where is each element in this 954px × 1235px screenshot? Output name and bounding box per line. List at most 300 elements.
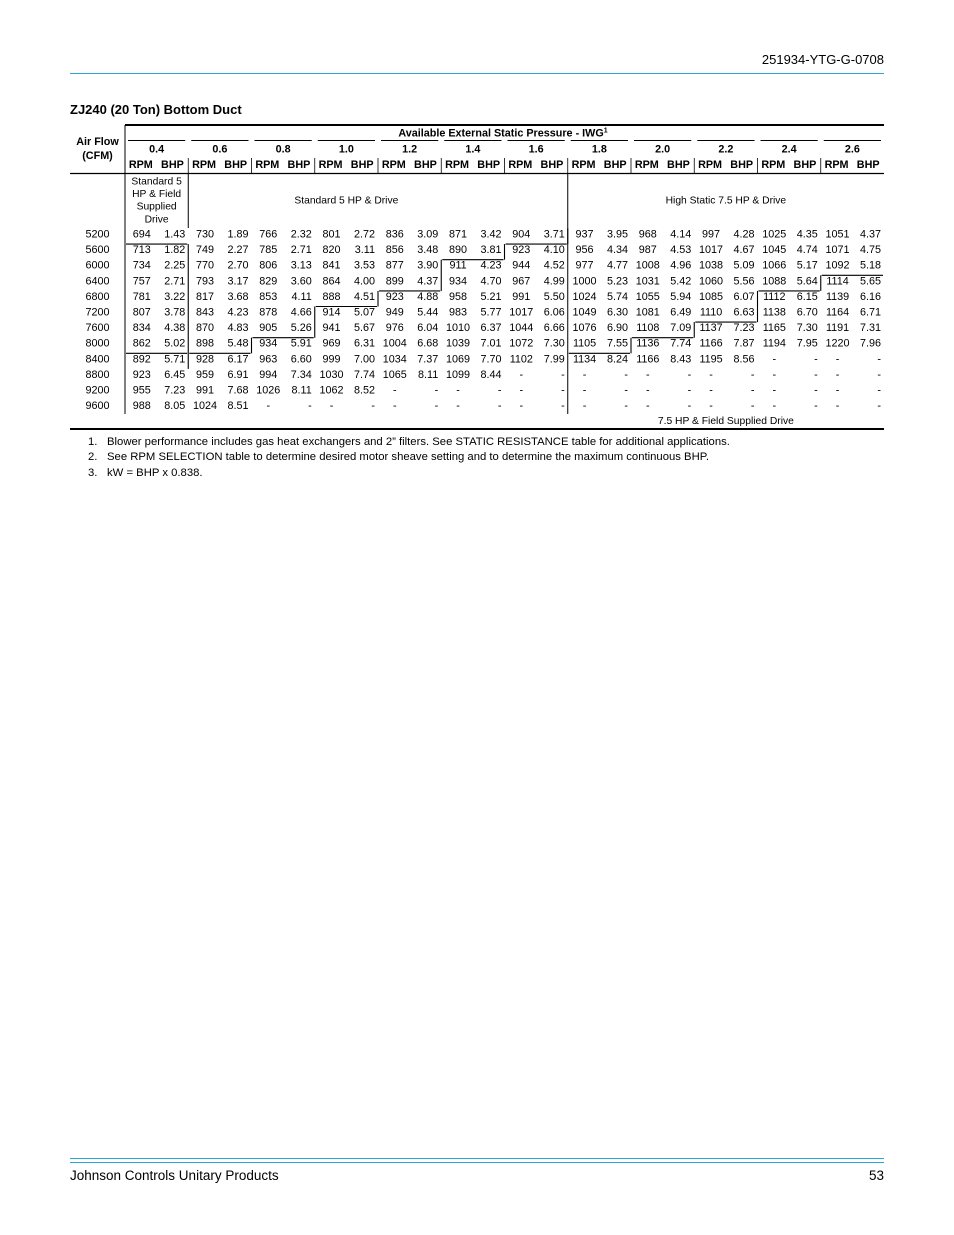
- bhp-value: 4.74: [796, 244, 818, 257]
- rpm-value: 904: [512, 228, 531, 241]
- rpm-value: 969: [322, 337, 341, 350]
- bhp-value: 5.50: [543, 290, 565, 303]
- airflow-value: 9200: [85, 384, 110, 397]
- bhp-value: 7.34: [290, 368, 312, 381]
- rpm-header: RPM: [318, 159, 343, 171]
- rpm-value: 878: [259, 306, 278, 319]
- bhp-value: 4.67: [733, 244, 755, 257]
- airflow-value: 5600: [85, 244, 110, 257]
- bhp-value: 3.90: [417, 259, 439, 272]
- bhp-value: 7.99: [543, 353, 565, 366]
- rpm-value: 713: [132, 244, 151, 257]
- rpm-value: -: [519, 368, 524, 381]
- rpm-value: 898: [196, 337, 215, 350]
- rpm-value: 1045: [762, 244, 787, 257]
- bhp-value: 6.49: [670, 306, 692, 319]
- bhp-value: -: [497, 400, 502, 413]
- rpm-value: 987: [638, 244, 657, 257]
- rpm-value: 937: [575, 228, 594, 241]
- rpm-value: 1038: [699, 259, 724, 272]
- rpm-value: 1071: [825, 244, 850, 257]
- bhp-value: 4.99: [543, 275, 565, 288]
- bhp-value: 3.60: [290, 275, 312, 288]
- bhp-value: 4.75: [859, 244, 881, 257]
- bhp-value: 6.71: [859, 306, 881, 319]
- rpm-value: -: [393, 400, 397, 413]
- footer-company: Johnson Controls Unitary Products: [70, 1168, 279, 1183]
- rpm-header: RPM: [508, 159, 533, 171]
- note-1: 1. Blower performance includes gas heat exchangers and 2” filters. See STATIC RESISTANCE table for additional applications.: [88, 436, 730, 448]
- bhp-value: 2.70: [227, 259, 249, 272]
- bhp-value: -: [497, 384, 502, 397]
- rpm-value: 967: [512, 275, 531, 288]
- rpm-value: 829: [259, 275, 278, 288]
- rpm-value: 958: [449, 290, 468, 303]
- bhp-value: 6.68: [417, 337, 439, 350]
- rpm-header: RPM: [192, 159, 217, 171]
- bhp-value: 2.25: [164, 259, 186, 272]
- bhp-value: 6.17: [227, 353, 249, 366]
- rpm-value: 807: [132, 306, 151, 319]
- bhp-value: 7.74: [353, 368, 375, 381]
- rpm-value: 856: [385, 244, 404, 257]
- bhp-value: 5.18: [859, 259, 881, 272]
- bhp-value: 5.74: [606, 290, 628, 303]
- rpm-value: 1099: [446, 368, 471, 381]
- bhp-value: 4.14: [670, 228, 692, 241]
- rpm-value: 1010: [446, 322, 471, 335]
- rpm-value: 1055: [635, 290, 660, 303]
- bhp-value: 6.37: [480, 322, 502, 335]
- bhp-value: 5.91: [290, 337, 312, 350]
- rpm-value: 1105: [572, 337, 597, 350]
- bhp-value: -: [434, 400, 439, 413]
- bhp-value: 3.22: [164, 290, 186, 303]
- rpm-value: -: [646, 400, 650, 413]
- rpm-value: -: [329, 400, 334, 413]
- footer-rule-secondary: [70, 1162, 884, 1163]
- bhp-value: -: [561, 384, 565, 397]
- bhp-value: 6.04: [417, 322, 439, 335]
- bhp-value: 4.83: [227, 322, 249, 335]
- rpm-value: -: [582, 384, 587, 397]
- bhp-value: 4.88: [417, 290, 439, 303]
- bhp-value: 2.71: [164, 275, 186, 288]
- bhp-value: 5.21: [480, 290, 502, 303]
- bhp-value: 6.70: [796, 306, 818, 319]
- bhp-value: 2.71: [290, 244, 312, 257]
- rpm-value: 934: [259, 337, 278, 350]
- drive-label-high-static: High Static 7.5 HP & Drive: [665, 195, 787, 207]
- bhp-value: 7.70: [480, 353, 502, 366]
- bhp-value: 7.55: [606, 337, 628, 350]
- rpm-value: 1102: [509, 353, 533, 366]
- airflow-header: Air Flow: [76, 136, 119, 148]
- rpm-value: 757: [132, 275, 151, 288]
- rpm-value: -: [772, 384, 777, 397]
- rpm-header: RPM: [445, 159, 470, 171]
- bhp-value: 6.91: [227, 368, 249, 381]
- rpm-value: 1008: [635, 259, 660, 272]
- bhp-header: BHP: [414, 159, 437, 171]
- pressure-col-1.4: 1.4: [465, 143, 481, 156]
- airflow-value: 8000: [85, 337, 110, 350]
- rpm-value: -: [456, 400, 460, 413]
- rpm-value: 877: [385, 259, 404, 272]
- bhp-value: 4.37: [417, 275, 439, 288]
- rpm-value: 1137: [699, 322, 723, 335]
- bhp-value: -: [687, 368, 692, 381]
- rpm-value: 941: [322, 322, 341, 335]
- bhp-header: BHP: [603, 159, 627, 171]
- rpm-value: -: [835, 368, 840, 381]
- rpm-value: 892: [132, 353, 151, 366]
- bhp-value: 4.34: [606, 244, 628, 257]
- rpm-value: -: [835, 353, 840, 366]
- rpm-value: 1195: [699, 353, 723, 366]
- rpm-value: 870: [196, 322, 215, 335]
- bhp-header: BHP: [793, 159, 817, 171]
- bhp-value: 7.31: [859, 322, 881, 335]
- rpm-value: 923: [385, 290, 404, 303]
- rpm-value: 1026: [256, 384, 281, 397]
- rpm-value: 890: [449, 244, 468, 257]
- bhp-value: 4.11: [291, 290, 312, 303]
- bhp-value: 4.53: [670, 244, 692, 257]
- bhp-value: 4.66: [290, 306, 312, 319]
- pressure-col-0.4: 0.4: [149, 143, 165, 156]
- rpm-header: RPM: [255, 159, 280, 171]
- rpm-value: 1191: [825, 322, 850, 335]
- bhp-value: -: [814, 400, 818, 413]
- bhp-value: 5.65: [859, 275, 881, 288]
- blower-performance-table: [70, 124, 884, 430]
- drive-label-standard-field: Supplied: [136, 201, 177, 213]
- bhp-value: 6.30: [606, 306, 628, 319]
- bhp-value: 4.77: [606, 259, 628, 272]
- bhp-value: 4.37: [859, 228, 881, 241]
- airflow-value: 7600: [85, 322, 110, 335]
- footer-rule: [70, 1158, 884, 1159]
- airflow-value: 6800: [85, 290, 110, 303]
- rpm-value: 976: [385, 322, 404, 335]
- rpm-value: 1110: [699, 306, 723, 319]
- bhp-header: BHP: [540, 159, 564, 171]
- rpm-value: 923: [132, 368, 151, 381]
- rpm-value: 963: [259, 353, 278, 366]
- bhp-value: 3.53: [353, 259, 375, 272]
- rpm-value: -: [393, 384, 397, 397]
- airflow-value: 7200: [85, 306, 110, 319]
- document-id: 251934-YTG-G-0708: [761, 52, 884, 67]
- bhp-value: 7.30: [796, 322, 818, 335]
- rpm-header: RPM: [381, 159, 406, 171]
- rpm-value: -: [709, 400, 713, 413]
- rpm-value: 817: [196, 290, 215, 303]
- bhp-value: 5.94: [670, 290, 692, 303]
- bhp-value: 8.43: [670, 353, 692, 366]
- bhp-value: -: [308, 400, 312, 413]
- rpm-value: 1092: [825, 259, 850, 272]
- rpm-value: 1220: [825, 337, 850, 350]
- rpm-value: 1165: [762, 322, 786, 335]
- bhp-value: 5.71: [164, 353, 186, 366]
- rpm-value: 1072: [509, 337, 534, 350]
- rpm-value: 914: [322, 306, 341, 319]
- bhp-value: 6.90: [606, 322, 628, 335]
- rpm-value: -: [646, 368, 650, 381]
- drive-label-field-75: 7.5 HP & Field Supplied Drive: [657, 416, 794, 427]
- rpm-value: 1164: [825, 306, 850, 319]
- drive-label-standard-field: HP & Field: [132, 189, 182, 201]
- pressure-col-1.8: 1.8: [591, 143, 607, 156]
- bhp-value: 8.52: [353, 384, 375, 397]
- bhp-value: 1.43: [164, 228, 186, 241]
- bhp-value: 5.23: [606, 275, 628, 288]
- bhp-value: 5.56: [733, 275, 755, 288]
- rpm-value: -: [835, 384, 840, 397]
- bhp-value: 5.17: [796, 259, 818, 272]
- bhp-value: 3.81: [480, 244, 502, 257]
- bhp-value: 3.11: [354, 244, 375, 257]
- rpm-value: 1112: [763, 290, 786, 303]
- bhp-header: BHP: [667, 159, 690, 171]
- bhp-value: 6.45: [164, 368, 186, 381]
- bhp-value: -: [814, 384, 818, 397]
- bhp-value: 4.52: [543, 259, 565, 272]
- bhp-value: -: [877, 368, 881, 381]
- pressure-header-footnote: 1: [603, 127, 608, 135]
- rpm-value: 1081: [635, 306, 660, 319]
- rpm-value: 955: [132, 384, 151, 397]
- rpm-value: 1017: [699, 244, 724, 257]
- rpm-value: 766: [259, 228, 278, 241]
- rpm-header: RPM: [698, 159, 723, 171]
- rpm-value: 770: [196, 259, 215, 272]
- bhp-value: 7.23: [733, 322, 755, 335]
- bhp-value: 8.24: [606, 353, 628, 366]
- rpm-value: 991: [512, 290, 531, 303]
- rpm-value: 749: [196, 244, 215, 257]
- bhp-value: -: [877, 384, 881, 397]
- rpm-value: 1108: [636, 322, 660, 335]
- bhp-value: 3.17: [227, 275, 249, 288]
- rpm-value: 694: [132, 228, 151, 241]
- rpm-value: 785: [259, 244, 278, 257]
- bhp-value: 2.27: [227, 244, 249, 257]
- drive-label-standard: Standard 5 HP & Drive: [294, 195, 399, 207]
- rpm-value: 1060: [699, 275, 724, 288]
- bhp-value: 6.06: [543, 306, 565, 319]
- bhp-header: BHP: [161, 159, 184, 171]
- bhp-value: 5.44: [417, 306, 439, 319]
- rpm-value: 997: [702, 228, 721, 241]
- bhp-value: 8.44: [480, 368, 502, 381]
- bhp-value: 7.96: [859, 337, 881, 350]
- airflow-value: 6400: [85, 275, 110, 288]
- bhp-header: BHP: [350, 159, 374, 171]
- bhp-value: -: [561, 368, 565, 381]
- rpm-value: 864: [322, 275, 341, 288]
- rpm-value: 1024: [193, 400, 218, 413]
- bhp-value: 4.35: [796, 228, 818, 241]
- header-rule: [70, 73, 884, 74]
- bhp-header: BHP: [730, 159, 754, 171]
- bhp-value: 2.32: [290, 228, 312, 241]
- page-number: 53: [868, 1168, 884, 1183]
- bhp-value: 5.02: [164, 337, 186, 350]
- bhp-value: -: [434, 384, 439, 397]
- rpm-value: 888: [322, 290, 341, 303]
- bhp-value: -: [750, 384, 755, 397]
- bhp-value: 4.70: [480, 275, 502, 288]
- rpm-value: 999: [322, 353, 341, 366]
- rpm-value: 983: [449, 306, 468, 319]
- rpm-value: -: [456, 384, 460, 397]
- rpm-value: 793: [196, 275, 215, 288]
- pressure-header: Available External Static Pressure - IWG$^1$: [398, 127, 608, 140]
- rpm-value: 871: [449, 228, 468, 241]
- pressure-col-2.2: 2.2: [718, 143, 734, 156]
- rpm-value: 1069: [446, 353, 471, 366]
- rpm-value: 1000: [572, 275, 597, 288]
- rpm-value: 1044: [509, 322, 534, 335]
- bhp-value: 8.51: [227, 400, 249, 413]
- airflow-value: 8400: [85, 353, 110, 366]
- bhp-value: 3.13: [290, 259, 312, 272]
- pressure-col-2.6: 2.6: [844, 143, 860, 156]
- note-2: 2. See RPM SELECTION table to determine desired motor sheave setting and to determine the maximum continuous BHP.: [88, 451, 709, 464]
- rpm-value: 994: [259, 368, 278, 381]
- bhp-value: 5.77: [480, 306, 502, 319]
- rpm-value: 1136: [636, 337, 660, 350]
- rpm-value: 928: [196, 353, 215, 366]
- bhp-value: 4.10: [543, 244, 565, 257]
- rpm-value: 1065: [382, 368, 407, 381]
- bhp-value: 7.68: [227, 384, 249, 397]
- bhp-value: 7.74: [670, 337, 692, 350]
- rpm-value: 1139: [825, 290, 850, 303]
- rpm-value: -: [582, 368, 587, 381]
- bhp-value: 7.37: [417, 353, 439, 366]
- rpm-value: 1134: [572, 353, 597, 366]
- rpm-value: 1030: [319, 368, 344, 381]
- rpm-value: 911: [449, 259, 467, 272]
- bhp-value: 6.16: [859, 290, 881, 303]
- bhp-value: 7.01: [480, 337, 502, 350]
- rpm-value: 949: [385, 306, 404, 319]
- bhp-value: -: [877, 353, 881, 366]
- pressure-col-0.8: 0.8: [275, 143, 291, 156]
- rpm-value: 1034: [382, 353, 407, 366]
- rpm-value: 977: [575, 259, 594, 272]
- bhp-value: 4.00: [353, 275, 375, 288]
- rpm-value: -: [646, 384, 650, 397]
- bhp-value: -: [814, 353, 818, 366]
- rpm-value: 944: [512, 259, 531, 272]
- rpm-value: 1166: [699, 337, 723, 350]
- bhp-value: 6.07: [733, 290, 755, 303]
- bhp-value: 7.95: [796, 337, 818, 350]
- table-notes: [88, 435, 730, 481]
- rpm-value: -: [519, 400, 524, 413]
- rpm-header: RPM: [761, 159, 786, 171]
- rpm-value: 968: [638, 228, 657, 241]
- bhp-header: BHP: [477, 159, 501, 171]
- bhp-value: 5.64: [796, 275, 818, 288]
- bhp-value: 4.23: [480, 259, 502, 272]
- rpm-value: 836: [385, 228, 404, 241]
- rpm-value: 801: [322, 228, 341, 241]
- bhp-value: 8.11: [418, 368, 439, 381]
- pressure-col-2.0: 2.0: [655, 143, 671, 156]
- bhp-value: 8.05: [164, 400, 186, 413]
- bhp-value: 3.09: [417, 228, 439, 241]
- bhp-value: 3.71: [543, 228, 565, 241]
- rpm-value: 1024: [572, 290, 597, 303]
- bhp-value: 3.68: [227, 290, 249, 303]
- airflow-value: 8800: [85, 368, 110, 381]
- pressure-col-1.6: 1.6: [528, 143, 544, 156]
- rpm-value: 834: [132, 322, 151, 335]
- bhp-value: 5.07: [353, 306, 375, 319]
- rpm-header: RPM: [571, 159, 596, 171]
- rpm-value: -: [772, 400, 777, 413]
- rpm-value: 1194: [762, 337, 786, 350]
- bhp-header: BHP: [224, 159, 248, 171]
- bhp-value: -: [624, 368, 628, 381]
- table-title: ZJ240 (20 Ton) Bottom Duct: [70, 102, 242, 117]
- rpm-header: RPM: [634, 159, 659, 171]
- bhp-value: -: [687, 400, 692, 413]
- rpm-value: 843: [196, 306, 215, 319]
- rpm-value: -: [266, 400, 271, 413]
- bhp-header: BHP: [856, 159, 880, 171]
- bhp-value: 5.26: [290, 322, 312, 335]
- rpm-value: 956: [575, 244, 594, 257]
- bhp-value: 8.56: [733, 353, 755, 366]
- bhp-value: 6.66: [543, 322, 565, 335]
- bhp-value: -: [687, 384, 692, 397]
- rpm-value: 1138: [762, 306, 786, 319]
- rpm-header: RPM: [824, 159, 849, 171]
- drive-label-standard-field: Drive: [144, 214, 169, 226]
- rpm-value: 781: [132, 290, 151, 303]
- bhp-value: -: [814, 368, 818, 381]
- bhp-value: 6.60: [290, 353, 312, 366]
- pressure-col-1.0: 1.0: [338, 143, 354, 156]
- bhp-value: 7.87: [733, 337, 755, 350]
- bhp-value: 6.63: [733, 306, 755, 319]
- bhp-value: 2.72: [353, 228, 375, 241]
- bhp-value: -: [750, 400, 755, 413]
- bhp-value: 7.23: [164, 384, 186, 397]
- note-3: 3. kW = BHP x 0.838.: [88, 466, 203, 479]
- bhp-value: 8.11: [291, 384, 312, 397]
- rpm-value: 959: [196, 368, 215, 381]
- rpm-value: 899: [385, 275, 404, 288]
- rpm-value: -: [835, 400, 840, 413]
- rpm-value: 923: [512, 244, 531, 257]
- bhp-value: -: [371, 400, 375, 413]
- pressure-col-2.4: 2.4: [781, 143, 797, 156]
- rpm-value: 1076: [572, 322, 597, 335]
- airflow-unit-header: (CFM): [82, 150, 113, 162]
- rpm-value: -: [582, 400, 587, 413]
- bhp-value: -: [750, 368, 755, 381]
- bhp-value: 6.15: [796, 290, 818, 303]
- pressure-col-1.2: 1.2: [402, 143, 418, 156]
